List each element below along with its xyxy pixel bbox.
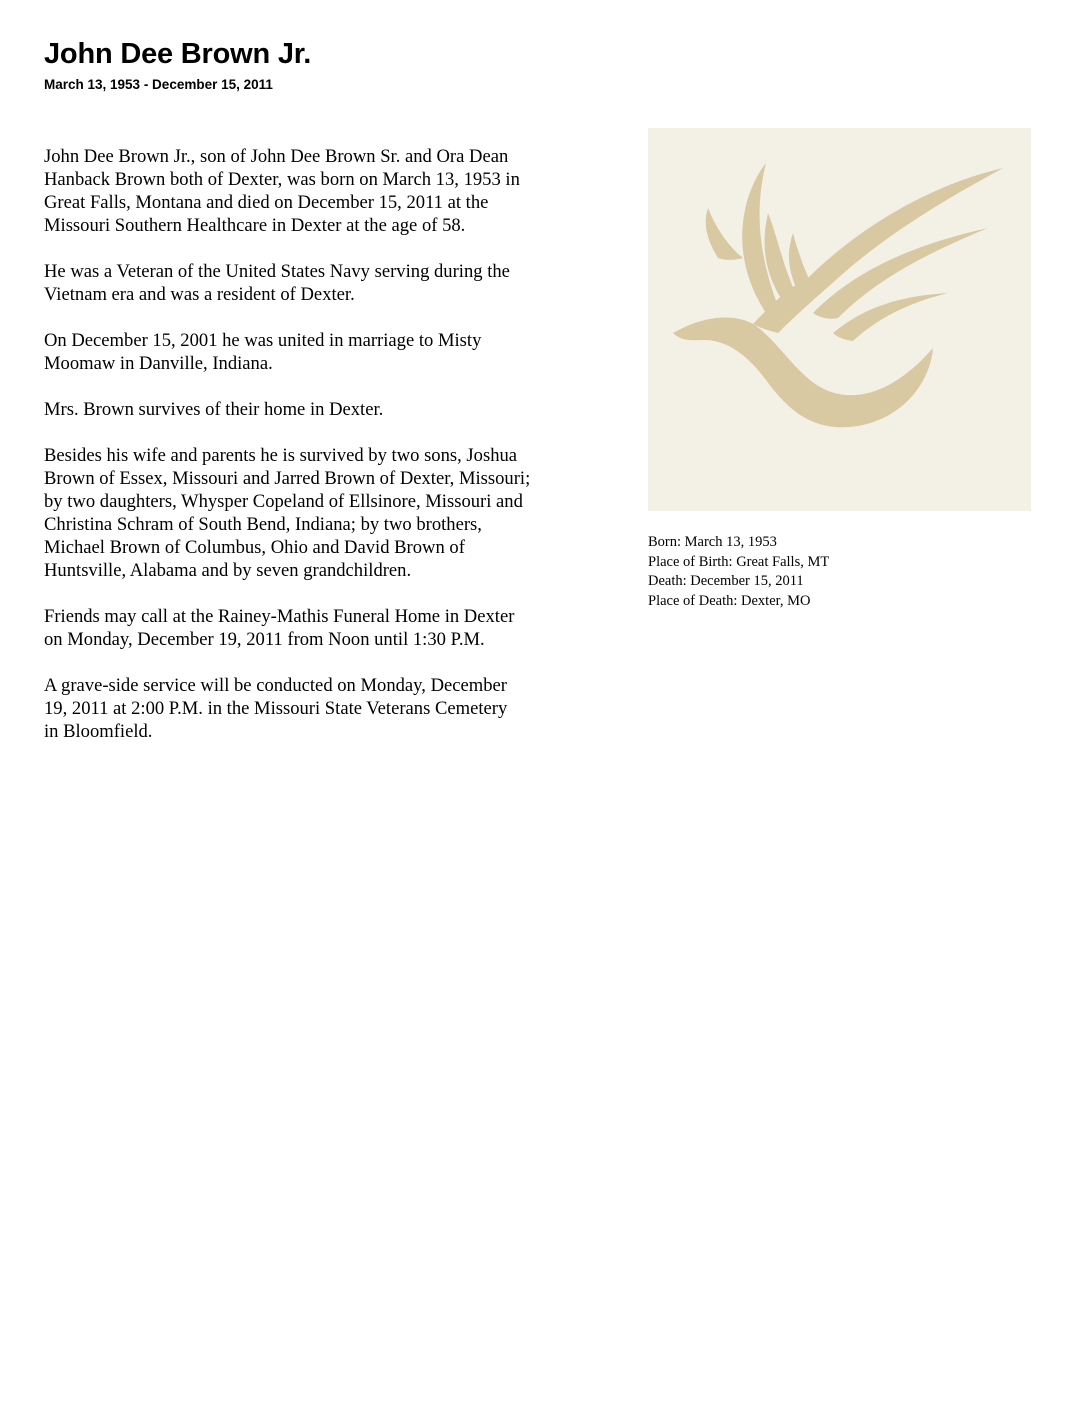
paragraph-military: He was a Veteran of the United States Navy serving during the Vietnam era and was a resident of Dexter. <box>44 261 510 305</box>
paragraph-survivors: Besides his wife and parents he is survived by two sons, Joshua Brown of Essex, Missouri and Jarred Brown of Dexter, Missouri; by two daughters, Whysper Copeland of Ellsinore, Missouri and Christina Schram of South Bend, Indiana; by two brothers, Michael Brown of Columbus, Ohio and David Brown of Huntsville, Alabama and by seven grandchildren. <box>44 445 531 581</box>
fact-death: Death: December 15, 2011 <box>648 573 804 589</box>
obituary-text <box>44 145 604 766</box>
dove-icon <box>648 128 1031 511</box>
fact-place-of-death: Place of Death: Dexter, MO <box>648 592 811 609</box>
paragraph-spouse: Mrs. Brown survives of their home in Dexter. <box>44 399 384 420</box>
life-dates: March 13, 1953 - December 15, 2011 <box>44 77 273 92</box>
obituary-header <box>44 36 311 94</box>
paragraph-visitation: Friends may call at the Rainey-Mathis Funeral Home in Dexter on Monday, December 19, 2011 from Noon until 1:30 P.M. <box>44 606 515 650</box>
fact-place-of-birth: Place of Birth: Great Falls, MT <box>648 553 830 570</box>
vital-facts <box>648 533 829 611</box>
paragraph-biography: John Dee Brown Jr., son of John Dee Brown Sr. and Ora Dean Hanback Brown both of Dexter, was born on March 13, 1953 in Great Falls, Montana and died on December 15, 2011 at the Missouri Southern Healthcare in Dexter at the age of 58. <box>44 146 520 236</box>
paragraph-service: A grave-side service will be conducted on Monday, December 19, 2011 at 2:00 P.M. in the Missouri State Veterans Cemetery in Bloomfield. <box>44 675 508 742</box>
page-title: John Dee Brown Jr. <box>44 38 312 70</box>
fact-born: Born: March 13, 1953 <box>648 534 777 550</box>
memorial-image <box>648 128 1031 511</box>
paragraph-marriage: On December 15, 2001 he was united in marriage to Misty Moomaw in Danville, Indiana. <box>44 330 482 374</box>
